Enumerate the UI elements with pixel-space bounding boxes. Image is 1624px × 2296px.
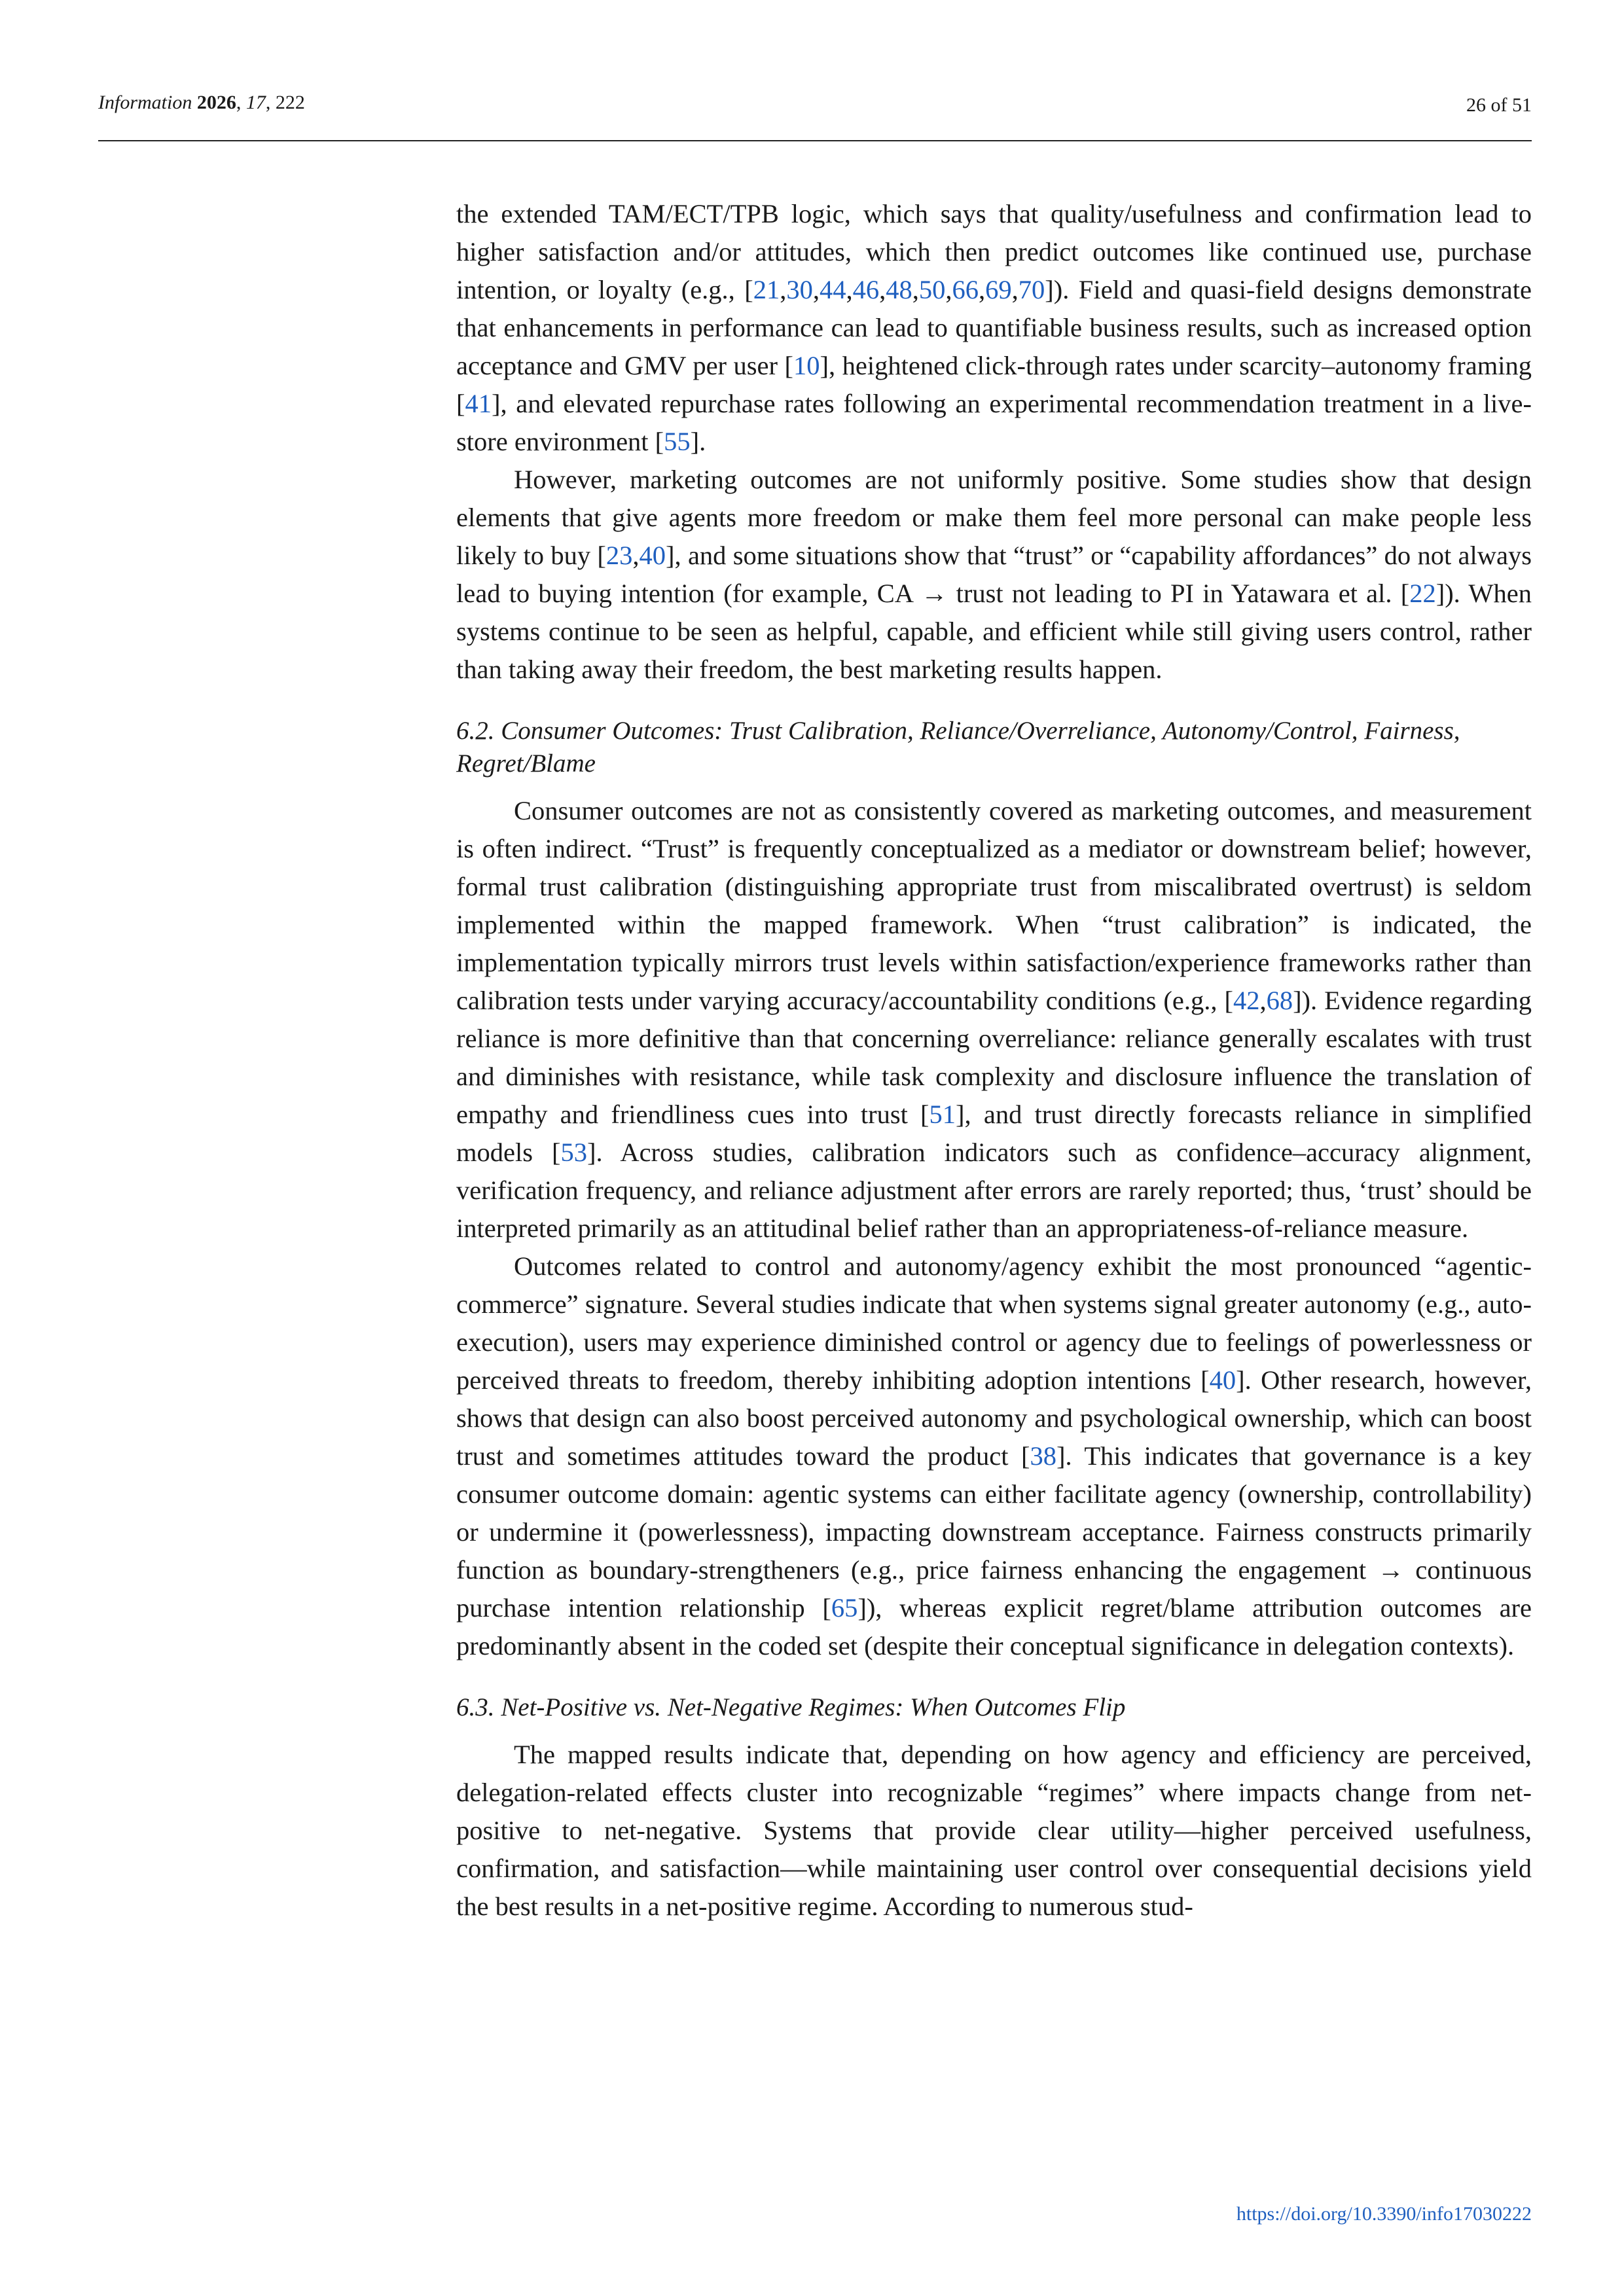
citation-link[interactable]: 22 [1409, 579, 1436, 608]
citation-link[interactable]: 42 [1233, 986, 1260, 1015]
citation-link[interactable]: 44 [820, 275, 846, 304]
citation-link[interactable]: 38 [1030, 1441, 1056, 1471]
doi-link[interactable]: https://doi.org/10.3390/info17030222 [1236, 2203, 1532, 2225]
citation-link[interactable]: 23 [605, 541, 633, 570]
paragraph: the extended TAM/ECT/TPB logic, which says that quality/usefulness and confirmation lead to higher satisfaction and/or attitudes, which then predict outcomes like continued use, purchase intention, or loyalty (e.g., [21,30,44,46,48,50,66,69,70]). Field and quasi-field designs demonstrate that enhancements in performance can lead to quantifiable business results, such as increased option acceptance and GMV per user [10], heightened click-through rates under scarcity–autonomy framing [41], and elevated repurchase rates following an experimental recommendation treatment in a live-store environment [55]. [456, 199, 1532, 456]
journal-name: Information [98, 92, 192, 113]
citation-link[interactable]: 46 [852, 275, 880, 304]
paragraph: The mapped results indicate that, depending on how agency and efficiency are perceived, delegation-related effects cluster into recognizable “regimes” where impacts change from net-positive to net-negative. Systems that provide clear utility—higher perceived usefulness, confirmation, and satisfaction—while maintaining user control over consequential decisions yield the best results in a net-positive regime. According to numerous stud- [456, 1740, 1532, 1921]
citation-link[interactable]: 53 [560, 1138, 587, 1167]
article-number: 222 [275, 92, 305, 113]
citation-link[interactable]: 30 [786, 275, 813, 304]
paragraph: Outcomes related to control and autonomy/agency exhibit the most pronounced “agentic-commerce” signature. Several studies indicate that when systems signal greater autonomy (e.g., auto-execution), users may experience diminished control or agency due to feelings of powerlessness or perceived threats to freedom, thereby inhibiting adoption intentions [40]. Other research, however, shows that design can also boost perceived autonomy and psychological ownership, which can boost trust and sometimes attitudes toward the product [38]. This indicates that governance is a key consumer outcome domain: agentic systems can either facilitate agency (ownership, controllability) or undermine it (powerlessness), impacting downstream acceptance. Fairness constructs primarily function as boundary-strengtheners (e.g., price fairness enhancing the engagement → continuous purchase intention relationship [65]), whereas explicit regret/blame attribution outcomes are predominantly absent in the coded set (despite their conceptual significance in delegation contexts). [456, 1251, 1532, 1660]
citation-link[interactable]: 40 [1209, 1365, 1236, 1395]
citation-link[interactable]: 69 [985, 275, 1012, 304]
page-number: 26 of 51 [1466, 94, 1532, 116]
article-body [456, 195, 1532, 1926]
citation-link[interactable]: 40 [639, 541, 666, 570]
section-heading: 6.2. Consumer Outcomes: Trust Calibration, Reliance/Overreliance, Autonomy/Control, Fairness, Regret/Blame [456, 717, 1460, 778]
citation-link[interactable]: 10 [793, 351, 820, 380]
page-header [98, 92, 1532, 141]
section-heading: 6.3. Net-Positive vs. Net-Negative Regimes: When Outcomes Flip [456, 1693, 1126, 1721]
journal-volume: 17 [245, 92, 266, 113]
journal-citation: Information 2026, 17, 222 [98, 92, 305, 113]
citation-link[interactable]: 55 [664, 427, 691, 456]
citation-link[interactable]: 66 [952, 275, 979, 304]
citation-link[interactable]: 65 [831, 1593, 858, 1623]
citation-link[interactable]: 48 [886, 275, 912, 304]
citation-link[interactable]: 21 [753, 275, 780, 304]
paragraph: Consumer outcomes are not as consistently covered as marketing outcomes, and measurement is often indirect. “Trust” is frequently conceptualized as a mediator or downstream belief; however, formal trust calibration (distinguishing appropriate trust from miscalibrated overtrust) is seldom implemented within the mapped framework. When “trust calibration” is indicated, the implementation typically mirrors trust levels within satisfaction/experience frameworks rather than calibration tests under varying accuracy/accountability conditions (e.g., [42,68]). Evidence regarding reliance is more definitive than that concerning overreliance: reliance generally escalates with trust and diminishes with resistance, while task complexity and disclosure influence the translation of empathy and friendliness cues into trust [51], and trust directly forecasts reliance in simplified models [53]. Across studies, calibration indicators such as confidence–accuracy alignment, verification frequency, and reliance adjustment after errors are rarely reported; thus, ‘trust’ should be interpreted primarily as an attitudinal belief rather than an appropriateness-of-reliance measure. [456, 796, 1532, 1243]
citation-link[interactable]: 41 [465, 389, 492, 418]
citation-link[interactable]: 68 [1266, 986, 1293, 1015]
citation-link[interactable]: 50 [918, 275, 946, 304]
citation-link[interactable]: 70 [1018, 275, 1045, 304]
journal-year: 2026 [196, 92, 236, 113]
paragraph: However, marketing outcomes are not uniformly positive. Some studies show that design elements that give agents more freedom or make them feel more personal can make people less likely to buy [23,40], and some situations show that “trust” or “capability affordances” do not always lead to buying intention (for example, CA → trust not leading to PI in Yatawara et al. [22]). When systems continue to be seen as helpful, capable, and efficient while still giving users control, rather than taking away their freedom, the best marketing results happen. [456, 465, 1532, 684]
citation-link[interactable]: 51 [929, 1100, 956, 1129]
